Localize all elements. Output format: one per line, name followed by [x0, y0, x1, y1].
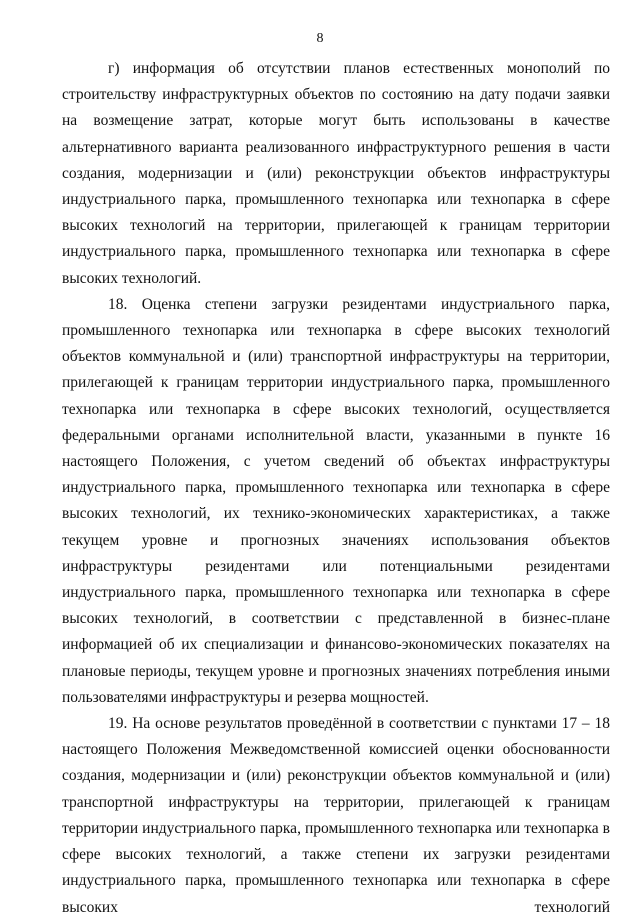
- document-body: [62, 56, 610, 921]
- paragraph-19: 19. На основе результатов проведённой в соответствии с пунктами 17 – 18 настоящего Положения Межведомственной комиссией оценки обоснованности создания, модернизации и (или) реконструкции объектов коммунальной и (или) транспортной инфраструктуры на территории, прилегающей к границам территории индустриального парка, промышленного технопарка или технопарка в сфере высоких технологий, а также степени их загрузки резидентами индустриального парка, промышленного технопарка или технопарка в сфере высоких технологий: [62, 715, 610, 916]
- paragraph-18: 18. Оценка степени загрузки резидентами индустриального парка, промышленного технопарка или технопарка в сфере высоких технологий объектов коммунальной и (или) транспортной инфраструктуры на территории, прилегающей к границам территории индустриального парка, промышленного технопарка или технопарка в сфере высоких технологий, осуществляется федеральными органами исполнительной власти, указанными в пункте 16 настоящего Положения, с учетом сведений об объектах инфраструктуры индустриального парка, промышленного технопарка или технопарка в сфере высоких технологий, их технико-экономических характеристиках, а также текущем уровне и прогнозных значениях использования объектов инфраструктуры резидентами или потенциальными резидентами индустриального парка, промышленного технопарка или технопарка в сфере высоких технологий, в соответствии с представленной в бизнес-плане информацией об их специализации и финансово-экономических показателях на плановые периоды, текущем уровне и прогнозных значениях потребления иными пользователями инфраструктуры и резерва мощностей.: [62, 295, 610, 706]
- paragraph-g: г) информация об отсутствии планов естественных монополий по строительству инфраструктурных объектов по состоянию на дату подачи заявки на возмещение затрат, которые могут быть использованы в качестве альтернативного варианта реализованного инфраструктурного решения в части создания, модернизации и (или) реконструкции объектов инфраструктуры индустриального парка, промышленного технопарка или технопарка в сфере высоких технологий на территории, прилегающей к границам территории индустриального парка, промышленного технопарка или технопарка в сфере высоких технологий.: [62, 60, 610, 287]
- page-number: 8: [316, 31, 324, 46]
